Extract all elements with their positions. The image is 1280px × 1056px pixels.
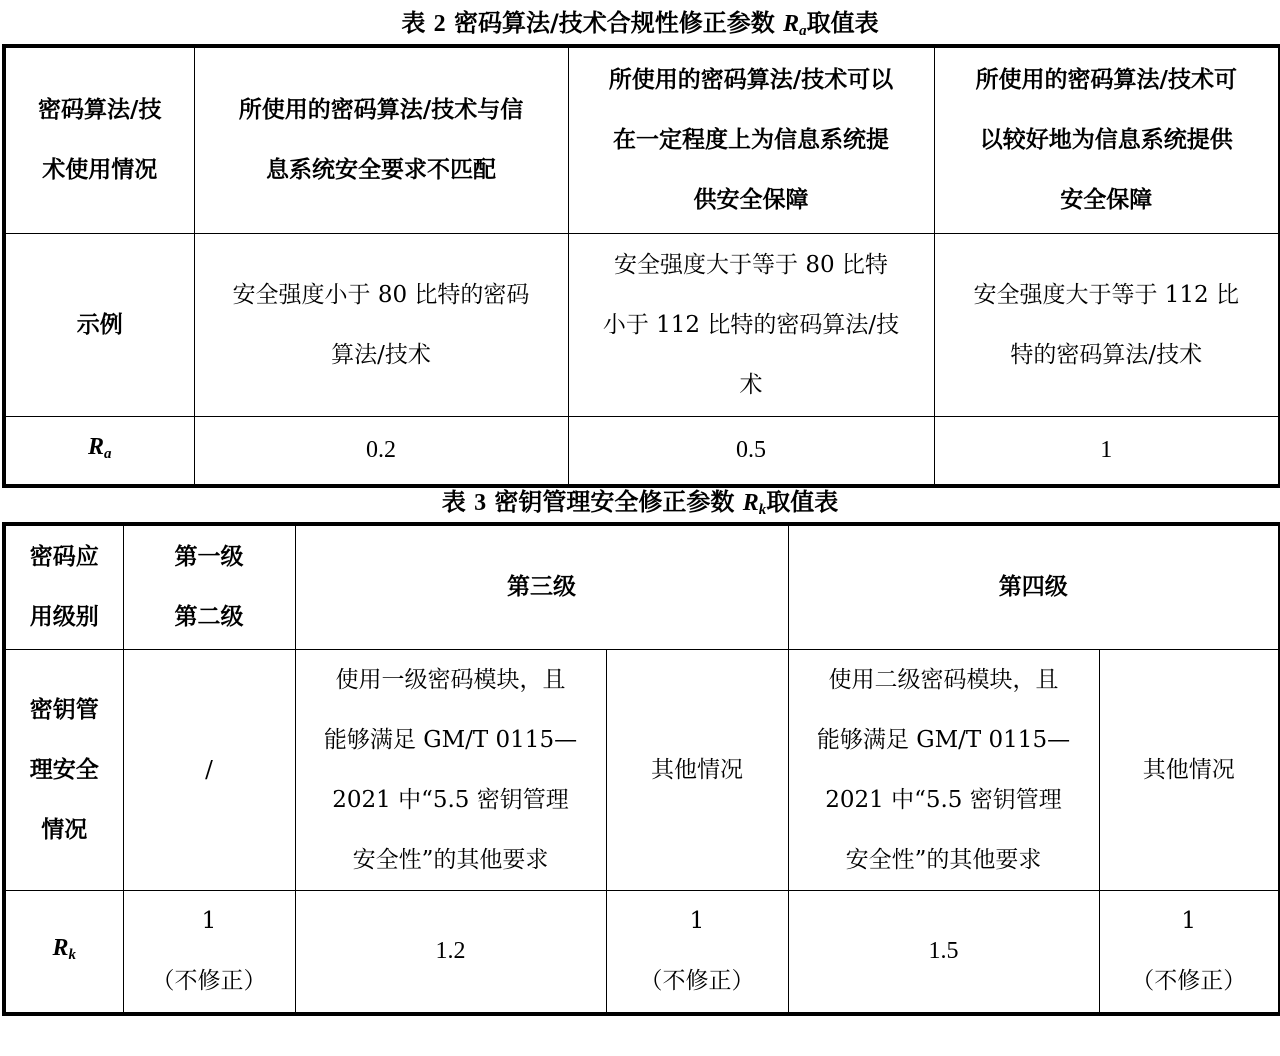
- example-cell: 安全强度大于等于 112 比 特的密码算法/技术: [934, 233, 1280, 416]
- value-cell-level-4-other: 1 （不修正）: [1099, 890, 1280, 1014]
- header-cell-good: 所使用的密码算法/技术可 以较好地为信息系统提供 安全保障: [934, 46, 1280, 233]
- caption-number: 3: [474, 490, 487, 516]
- table-row-header: [4, 524, 1280, 649]
- table-3-key-management-security: [2, 522, 1280, 1016]
- situation-cell-level-1-2: /: [123, 649, 295, 890]
- example-cell: 安全强度小于 80 比特的密码 算法/技术: [194, 233, 568, 416]
- situation-cell-level-3-module: 使用一级密码模块，且 能够满足 GM/T 0115— 2021 中“5.5 密钥管理 安全性”的其他要求: [295, 649, 606, 890]
- header-cell-level-3: 第三级: [295, 524, 788, 649]
- header-cell-level-4: 第四级: [788, 524, 1280, 649]
- header-cell-partial: 所使用的密码算法/技术可以 在一定程度上为信息系统提 供安全保障: [568, 46, 934, 233]
- caption-number: 2: [433, 11, 446, 37]
- value-cell-level-4-module: 1.5: [788, 890, 1099, 1014]
- row-label-example: 示例: [4, 233, 194, 416]
- example-cell: 安全强度大于等于 80 比特 小于 112 比特的密码算法/技 术: [568, 233, 934, 416]
- caption-symbol: $R_a$: [783, 11, 807, 39]
- value-cell-level-3-other: 1 （不修正）: [606, 890, 788, 1014]
- situation-cell-level-4-other: 其他情况: [1099, 649, 1280, 890]
- value-cell-level-1-2: 1 （不修正）: [123, 890, 295, 1014]
- caption-suffix: 取值表: [766, 488, 839, 516]
- header-cell-mismatch: 所使用的密码算法/技术与信 息系统安全要求不匹配: [194, 46, 568, 233]
- value-cell: 0.2: [194, 416, 568, 486]
- value-cell-level-3-module: 1.2: [295, 890, 606, 1014]
- caption-prefix: 表: [401, 9, 426, 37]
- row-label-situation: 密钥管 理安全 情况: [4, 649, 123, 890]
- value-cell: 0.5: [568, 416, 934, 486]
- table-2-caption: [0, 8, 1280, 46]
- table-row-example: [4, 233, 1280, 416]
- header-cell-level-label: 密码应 用级别: [4, 524, 123, 649]
- row-label-ra: $R_a$: [4, 416, 194, 486]
- caption-text: 密码算法/技术合规性修正参数: [454, 9, 775, 37]
- situation-cell-level-3-other: 其他情况: [606, 649, 788, 890]
- table-3-caption: [0, 487, 1280, 525]
- caption-prefix: 表: [441, 488, 466, 516]
- caption-suffix: 取值表: [806, 9, 879, 37]
- table-row-header: [4, 46, 1280, 233]
- header-cell-usage: 密码算法/技 术使用情况: [4, 46, 194, 233]
- value-cell: 1: [934, 416, 1280, 486]
- header-cell-level-1-2: 第一级 第二级: [123, 524, 295, 649]
- table-row-ra: [4, 416, 1280, 486]
- caption-symbol: $R_k$: [742, 490, 767, 518]
- caption-text: 密钥管理安全修正参数: [494, 488, 735, 516]
- table-2-crypto-algorithm-compliance: [2, 44, 1280, 488]
- row-label-rk: $R_k$: [4, 890, 123, 1014]
- table-row-rk: [4, 890, 1280, 1014]
- situation-cell-level-4-module: 使用二级密码模块，且 能够满足 GM/T 0115— 2021 中“5.5 密钥管理 安全性”的其他要求: [788, 649, 1099, 890]
- table-row-situation: [4, 649, 1280, 890]
